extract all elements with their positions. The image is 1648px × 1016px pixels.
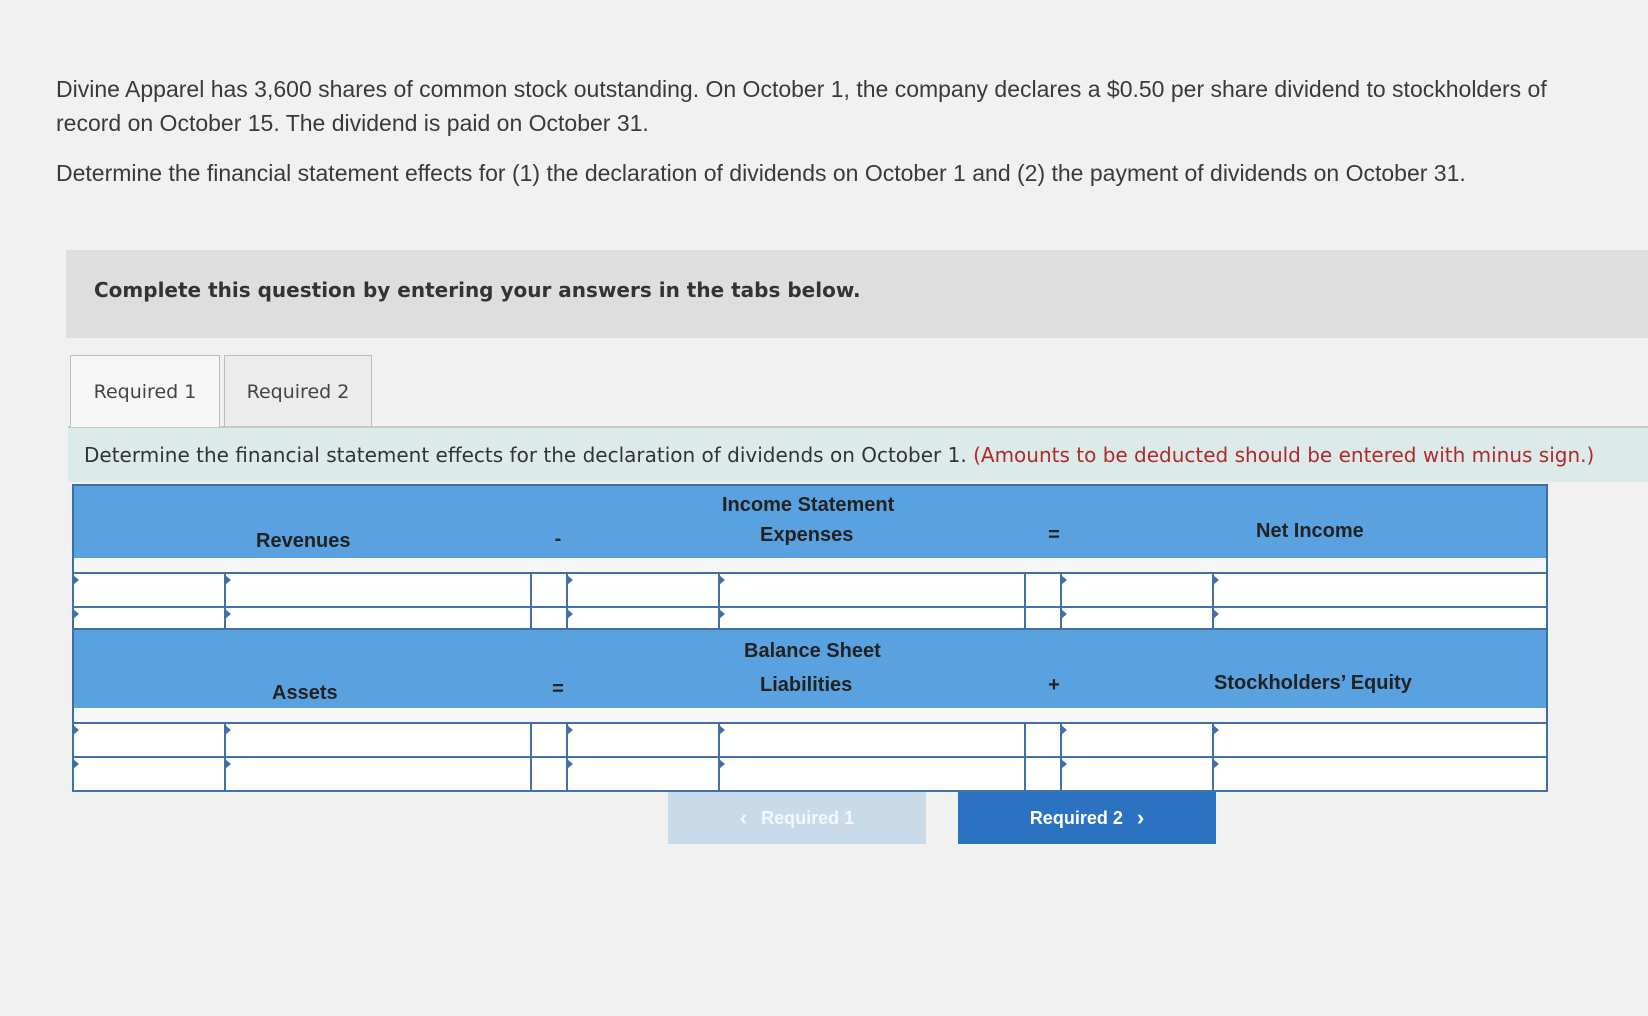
plus-operator: + <box>1048 674 1060 696</box>
assets-amount-cell[interactable] <box>224 756 532 792</box>
op-spacer <box>530 572 568 608</box>
liabilities-header: Liabilities <box>760 674 853 696</box>
liabilities-amount-cell[interactable] <box>718 756 1026 792</box>
liabilities-account-cell[interactable] <box>566 756 720 792</box>
op-spacer <box>530 722 568 758</box>
next-required-button[interactable] <box>958 792 1216 844</box>
equity-account-cell[interactable] <box>1060 756 1214 792</box>
net-income-account-input[interactable] <box>1062 574 1212 606</box>
requirement-description <box>68 426 1648 482</box>
op-spacer <box>1024 722 1062 758</box>
next-button-label: Required 2 <box>1029 807 1123 828</box>
prev-button-label: Required 1 <box>761 807 855 828</box>
revenues-amount-input[interactable] <box>226 574 530 606</box>
assets-amount-input[interactable] <box>226 724 530 756</box>
instruction-box <box>66 250 1648 338</box>
assets-account-cell[interactable] <box>72 722 226 758</box>
assets-amount-input[interactable] <box>226 758 530 790</box>
income-statement-table <box>72 484 1548 636</box>
tab-required-2[interactable]: Required 2 <box>224 355 372 427</box>
equity-amount-cell[interactable] <box>1212 722 1548 758</box>
net-income-amount-cell[interactable] <box>1212 572 1548 608</box>
assets-header: Assets <box>272 682 338 704</box>
minus-operator: - <box>554 528 562 550</box>
revenues-amount-cell[interactable] <box>224 572 532 608</box>
equals-operator: = <box>1048 524 1060 546</box>
expenses-amount-cell[interactable] <box>718 572 1026 608</box>
liabilities-account-input[interactable] <box>568 724 718 756</box>
assets-account-cell[interactable] <box>72 756 226 792</box>
description-note: (Amounts to be deducted should be entered with minus sign.) <box>973 443 1595 467</box>
revenues-account-cell[interactable] <box>72 572 226 608</box>
liabilities-amount-input[interactable] <box>720 724 1024 756</box>
op-spacer <box>1024 756 1062 792</box>
balance-sheet-table <box>72 628 1548 790</box>
equity-account-input[interactable] <box>1062 758 1212 790</box>
equity-amount-cell[interactable] <box>1212 756 1548 792</box>
expenses-header: Expenses <box>760 524 854 546</box>
liabilities-amount-input[interactable] <box>720 758 1024 790</box>
net-income-amount-input[interactable] <box>1214 574 1546 606</box>
liabilities-account-input[interactable] <box>568 758 718 790</box>
problem-text: Divine Apparel has 3,600 shares of common stock outstanding. On October 1, the company declares a $0.50 per share dividend to stockholders of record on October 15. The dividend is paid on October 31. <box>56 76 1547 136</box>
liabilities-amount-cell[interactable] <box>718 722 1026 758</box>
stockholders-equity-header: Stockholders’ Equity <box>1214 672 1412 694</box>
op-spacer <box>530 756 568 792</box>
equals-operator: = <box>552 678 564 700</box>
income-statement-title: Income Statement <box>722 494 895 516</box>
expenses-account-cell[interactable] <box>566 572 720 608</box>
assets-amount-cell[interactable] <box>224 722 532 758</box>
expenses-account-input[interactable] <box>568 574 718 606</box>
equity-amount-input[interactable] <box>1214 758 1546 790</box>
question-text: Determine the financial statement effects for (1) the declaration of dividends on October 1 and (2) the payment of dividends on October 31. <box>56 160 1466 186</box>
description-text: Determine the financial statement effects for the declaration of dividends on October 1. <box>84 443 967 467</box>
net-income-account-cell[interactable] <box>1060 572 1214 608</box>
chevron-right-icon: › <box>1136 805 1145 830</box>
equity-account-cell[interactable] <box>1060 722 1214 758</box>
chevron-left-icon: ‹ <box>739 805 748 830</box>
liabilities-account-cell[interactable] <box>566 722 720 758</box>
expenses-amount-input[interactable] <box>720 574 1024 606</box>
equity-amount-input[interactable] <box>1214 724 1546 756</box>
tab-required-1[interactable]: Required 1 <box>70 355 220 427</box>
op-spacer <box>1024 572 1062 608</box>
instruction-text: Complete this question by entering your answers in the tabs below. <box>94 278 861 302</box>
net-income-header: Net Income <box>1256 520 1364 542</box>
balance-sheet-title: Balance Sheet <box>744 640 881 662</box>
revenues-account-input[interactable] <box>74 574 224 606</box>
equity-account-input[interactable] <box>1062 724 1212 756</box>
assets-account-input[interactable] <box>74 724 224 756</box>
prev-required-button[interactable] <box>668 792 926 844</box>
assets-account-input[interactable] <box>74 758 224 790</box>
revenues-header: Revenues <box>256 530 351 552</box>
